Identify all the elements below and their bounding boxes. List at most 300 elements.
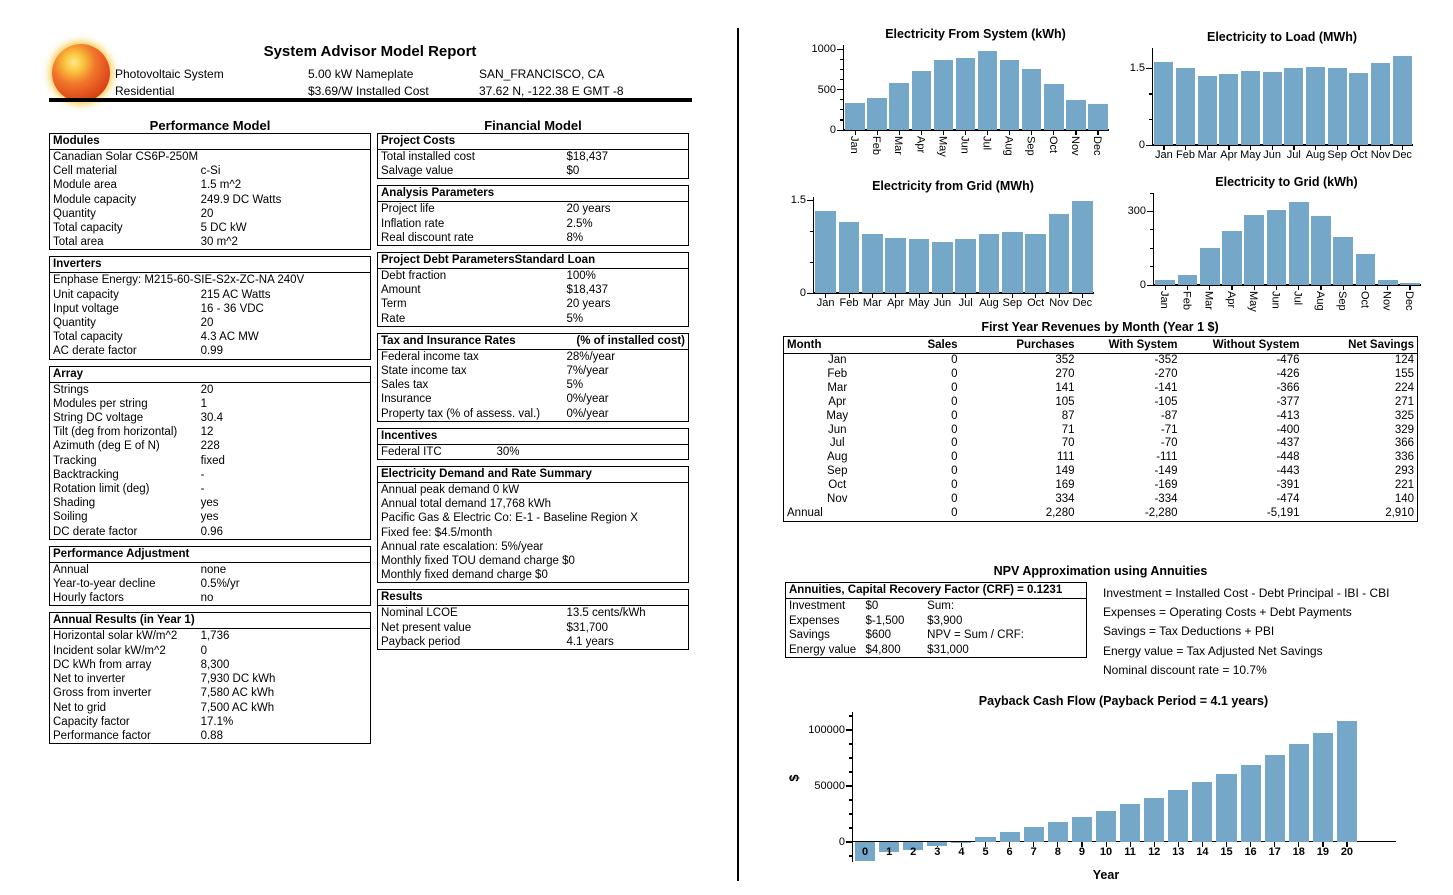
row-label: Backtracking [53,468,119,481]
row-label: Debt fraction [381,270,447,283]
section-row [378,497,688,511]
table-cell: May [826,409,849,422]
row-label: Tracking [53,454,97,467]
section-row [50,715,370,729]
row-label: DC derate factor [53,525,138,538]
row-value: $0 [566,165,580,178]
section-header-label: Results [381,591,423,604]
bar [1024,827,1044,842]
x-tick-label: 16 [1244,845,1257,858]
row-value: 0.5%/yr [200,578,240,591]
bar [1241,765,1261,842]
x-tick [1276,285,1277,290]
report-title: System Advisor Model Report [263,43,477,60]
bar [1265,755,1285,842]
table-cell: Sep [827,465,848,478]
table-cell: -149 [1154,465,1178,478]
chart-title: Electricity to Grid (kWh) [1215,175,1358,189]
x-tick-label: 13 [1172,845,1185,858]
bar [1263,72,1282,145]
bar [1393,56,1412,145]
x-tick-label: Apr [887,297,905,309]
row-value: - [200,468,205,481]
table-cell: 155 [1394,367,1414,380]
section-row [378,217,688,231]
table-cell: -105 [1154,395,1178,408]
table-cell: Aug [827,451,848,464]
row-label: Property tax (% of assess. val.) [381,407,541,420]
y-major-tick [837,49,844,50]
performance-model-title: Performance Model [149,118,271,133]
table-cell: 0 [951,367,958,380]
table-cell: -426 [1276,367,1300,380]
bar [1267,210,1287,285]
y-minor-tick [1150,193,1154,194]
row-value: c-Si [200,165,221,178]
row-value: no [200,592,214,605]
row-value: 0%/year [566,393,609,406]
bar [978,51,998,130]
row-label: Azimuth (deg E of N) [53,440,160,453]
row-label: Hourly factors [53,592,124,605]
y-major-tick [846,729,853,730]
bar [1155,280,1175,285]
financial-model-title: Financial Model [484,118,582,133]
chart-plot-area [811,43,1109,157]
table-cell: 0 [951,409,958,422]
npv-title: NPV Approximation using Annuities [993,564,1208,578]
table-cell: -443 [1276,465,1300,478]
row-label: Monthly fixed demand charge $0 [381,569,548,582]
bar [1371,63,1390,145]
section-row [50,701,370,715]
row-value: 0.88 [200,729,223,742]
bar [1328,68,1347,145]
section-header-label: Project Debt ParametersStandard Loan [381,254,596,267]
section-row [378,483,688,497]
x-tick-label: Dec [1072,297,1093,309]
table-cell: 0 [951,465,958,478]
section-row [50,235,370,249]
column-header: Net Savings [1303,337,1418,354]
row-value: 0%/year [566,407,609,420]
y-minor-tick [1150,266,1154,267]
row-label: Rotation limit (deg) [53,483,150,496]
x-tick-label: Jul [1286,149,1301,161]
row-label: Fixed fee: $4.5/month [381,526,493,539]
bar [1378,280,1398,285]
bar [1192,782,1212,842]
y-minor-tick [849,813,853,814]
x-tick-label: Oct [1358,291,1371,309]
npv-cell: $4,800 [865,643,901,656]
section-header-label: Array [53,367,84,380]
row-value: 7,500 AC kWh [200,701,275,714]
bar [1072,817,1092,842]
section-row [50,672,370,686]
npv-note-line: Savings = Tax Deductions + PBI [1103,624,1275,639]
y-minor-tick [840,119,844,120]
npv-row [786,643,1086,658]
row-value: 20 [200,317,214,330]
section-header [50,547,370,563]
row-label: Horizontal solar kW/m^2 [53,630,178,643]
row-label: DC kWh from array [53,658,152,671]
y-minor-tick [849,743,853,744]
nameplate: 5.00 kW Nameplate [308,67,414,81]
section-header [378,590,688,606]
row-value: 249.9 DC Watts [200,193,282,206]
revenues-table-title: First Year Revenues by Month (Year 1 $) [981,320,1219,334]
x-tick-label: 2 [910,845,917,858]
row-label: Module capacity [53,193,137,206]
row-label: Module area [53,179,117,192]
y-major-tick [1146,145,1153,146]
section-row [378,283,688,297]
section-row [378,540,688,554]
section-row [50,150,370,164]
row-label: Inflation rate [381,217,445,230]
section-annual-results [49,612,371,744]
section-header [50,134,370,150]
y-minor-tick [840,99,844,100]
npv-note-line: Energy value = Tax Adjusted Net Savings [1103,643,1323,658]
y-tick-label: 0 [799,287,806,299]
x-tick [1320,285,1321,290]
x-axis-title: Year [1092,868,1120,882]
row-label: Soiling [53,511,88,524]
bar [975,837,995,841]
row-value: 30 m^2 [200,236,238,249]
row-label: AC derate factor [53,345,137,358]
bar [979,234,1000,293]
row-label: Enphase Energy: M215-60-SIE-S2x-ZC-NA 240V [53,274,305,287]
row-label: State income tax [381,365,467,378]
x-tick [1009,130,1010,135]
section-row [378,511,688,525]
table-cell: 2,910 [1385,506,1414,519]
table-cell: Apr [828,395,847,408]
y-major-tick [837,89,844,90]
x-tick-label: Nov [1049,297,1069,309]
section-row [50,525,370,539]
bar [1048,822,1068,842]
y-minor-tick [1149,93,1153,94]
bar [1289,744,1309,841]
section-modules [49,133,371,250]
bar [862,234,883,293]
row-label: Input voltage [53,302,119,315]
revenues-table-header-row [784,337,1418,354]
section-row [50,454,370,468]
row-label: Insurance [381,393,432,406]
section-header-note: (% of installed cost) [576,334,685,347]
bar [1222,231,1242,285]
bar [1306,67,1325,145]
table-cell: Jan [827,354,847,366]
x-tick-label: 17 [1268,845,1281,858]
section-row [50,193,370,207]
y-tick-label: 50000 [814,779,845,792]
row-value: 13.5 cents/kWh [566,607,646,620]
y-major-tick [807,293,814,294]
bar [1120,804,1140,842]
table-cell: 0 [951,493,958,506]
row-label: Unit capacity [53,288,119,301]
bar [1198,76,1217,145]
bar [1000,60,1020,130]
row-label: Incident solar kW/m^2 [53,644,166,657]
x-tick [855,130,856,135]
npv-cell: Sum: [927,600,955,612]
row-label: Federal ITC [381,445,442,458]
y-tick-label: 0 [1139,279,1146,291]
y-tick-label: 1.5 [790,194,806,207]
row-value: 1,736 [200,630,230,643]
npv-cell: Investment [789,600,846,612]
section-row [378,269,688,283]
x-tick-label: 4 [958,845,965,858]
x-tick [987,130,988,135]
table-cell: -87 [1160,409,1178,422]
table-cell: -437 [1276,437,1300,450]
row-label: Year-to-year decline [53,578,156,591]
row-label: Net present value [381,621,472,634]
section-row [50,439,370,453]
row-value: 12 [200,426,214,439]
table-cell: 140 [1394,493,1414,506]
x-tick-label: Apr [1220,149,1238,161]
bar [1289,202,1309,285]
row-value: 20 [200,383,214,396]
section-row [378,164,688,178]
table-row [784,479,1418,493]
x-tick-label: Oct [1350,149,1368,161]
row-label: Annual peak demand 0 kW [381,484,520,497]
bar [912,71,932,130]
section-header-label: Electricity Demand and Rate Summary [381,468,592,481]
y-major-tick [807,200,814,201]
row-label: Federal income tax [381,350,479,363]
npv-cell: $31,000 [927,643,969,656]
x-tick-label: Aug [1305,149,1326,161]
bar [1200,248,1220,285]
table-row [784,465,1418,479]
x-tick-label: Jun [1269,291,1282,309]
row-value: 20 years [566,203,611,216]
x-tick-label: Feb [1176,149,1195,161]
section-row [378,568,688,582]
table-cell: 334 [1055,493,1075,506]
column-header: Without System [1181,337,1303,354]
y-tick-label: 100000 [808,723,845,736]
row-value: 7%/year [566,365,609,378]
section-row [50,397,370,411]
system-type: Photovoltaic System [115,67,224,81]
npv-box-header: Annuities, Capital Recovery Factor (CRF) = 0.1231 [786,583,1086,599]
row-label: Strings [53,383,89,396]
table-row [784,493,1418,507]
revenues-table [783,336,1418,522]
table-cell: 0 [951,381,958,394]
table-cell: Oct [828,479,847,492]
x-tick-label: 8 [1054,845,1061,858]
section-row [378,312,688,326]
row-value: 5% [566,379,584,392]
table-cell: -377 [1276,395,1300,408]
x-tick-label: Sep [1002,297,1023,309]
x-tick-label: Feb [1180,291,1193,310]
x-tick-label: Jan [816,297,835,309]
x-tick-label: 14 [1196,845,1209,858]
row-label: Salvage value [381,165,454,178]
table-row [784,396,1418,410]
x-tick-label: 0 [861,845,869,858]
table-cell: 0 [951,479,958,492]
section-row [378,231,688,245]
row-value: yes [200,511,219,524]
section-row [50,411,370,425]
bar [1022,69,1042,130]
x-tick-label: Jan [1158,291,1171,309]
table-cell: 0 [951,506,958,519]
bar [1216,774,1236,842]
x-tick [1409,285,1410,290]
section-performance-adjustment [49,546,371,607]
bar [1025,234,1046,293]
section-row [378,297,688,311]
performance-model-column [49,133,371,750]
row-value: 1.5 m^2 [200,179,242,192]
section-header-label: Modules [53,135,100,147]
y-minor-tick [1150,229,1154,230]
y-minor-tick [849,757,853,758]
row-value: 7,930 DC kWh [200,673,276,686]
npv-cell: Savings [789,629,830,642]
x-tick-label: Sep [1024,136,1037,156]
bar [934,60,954,130]
section-header [378,253,688,269]
section-row [50,563,370,577]
table-row [784,368,1418,382]
section-row [50,644,370,658]
table-cell: 0 [951,395,958,408]
x-tick [1097,130,1098,135]
row-value: 1 [200,397,207,410]
x-tick [1231,285,1232,290]
y-minor-tick [849,715,853,716]
section-row [378,364,688,378]
table-cell: 70 [1061,437,1075,450]
row-value: 30% [496,445,520,458]
section-header-label: Inverters [53,258,102,271]
bar [1176,68,1195,145]
x-tick-label: 11 [1124,845,1136,858]
table-cell: -71 [1160,423,1178,436]
row-label: Total area [53,236,104,249]
row-value: 0 [200,644,207,657]
row-label: Quantity [53,317,96,330]
bar [1000,832,1020,842]
npv-row [786,614,1086,629]
table-cell: -270 [1154,367,1178,380]
chart-title: Electricity from Grid (MWh) [872,179,1034,193]
table-cell: Jun [827,423,847,436]
x-tick [965,130,966,135]
section-results [377,589,689,650]
row-label: Monthly fixed TOU demand charge $0 [381,555,575,568]
npv-note-line: Expenses = Operating Costs + Debt Payments [1103,605,1352,620]
section-header [378,429,688,445]
row-value: $18,437 [566,151,609,163]
x-tick [1254,285,1255,290]
row-label: Annual total demand 17,768 kWh [381,498,552,511]
y-major-tick [846,841,853,842]
x-tick-label: Dec [1392,149,1412,161]
section-row [378,202,688,216]
section-row [50,273,370,287]
table-cell: 221 [1394,479,1414,492]
x-tick-label: Mar [862,297,882,309]
y-minor-tick [810,262,814,263]
x-tick-label: 19 [1316,845,1329,858]
x-tick [877,130,878,135]
x-tick-label: May [908,297,930,309]
x-tick-label: Nov [1068,136,1081,156]
y-minor-tick [849,799,853,800]
section-row [50,468,370,482]
row-label: Total capacity [53,222,123,235]
x-tick-label: Oct [1046,136,1059,154]
table-cell: 105 [1055,395,1075,408]
bar [1002,232,1023,293]
row-value: 4.1 years [566,635,614,648]
section-row [50,383,370,397]
row-label: Cell material [53,165,117,178]
row-label: Total installed cost [381,151,475,163]
x-tick-label: Jun [933,297,952,309]
y-minor-tick [810,231,814,232]
bar [845,103,865,130]
table-cell: -448 [1276,451,1300,464]
x-tick-label: Apr [914,136,927,154]
bar [885,238,906,293]
row-value: 28%/year [566,350,616,363]
x-tick-label: Oct [1027,297,1045,309]
npv-cell: $-1,500 [865,614,905,627]
x-tick-label: Mar [892,136,905,155]
npv-cell: NPV = Sum / CRF: [927,629,1024,642]
row-value: 215 AC Watts [200,288,271,301]
table-cell: -476 [1276,354,1300,366]
row-value: yes [200,497,219,510]
section-project-debt [377,252,689,327]
x-tick-label: Mar [1202,291,1215,310]
bar [1349,73,1368,145]
row-label: Project life [381,203,435,216]
table-cell: 141 [1055,381,1075,394]
table-cell: 2,280 [1045,506,1075,519]
row-value: fixed [200,454,225,467]
x-tick-label: Jul [1291,291,1304,306]
row-value: 8% [566,231,584,244]
x-tick [1075,130,1076,135]
bar [1333,237,1353,285]
bar [1088,104,1108,130]
bar [1241,71,1260,145]
x-tick [899,130,900,135]
bar [1337,721,1357,842]
